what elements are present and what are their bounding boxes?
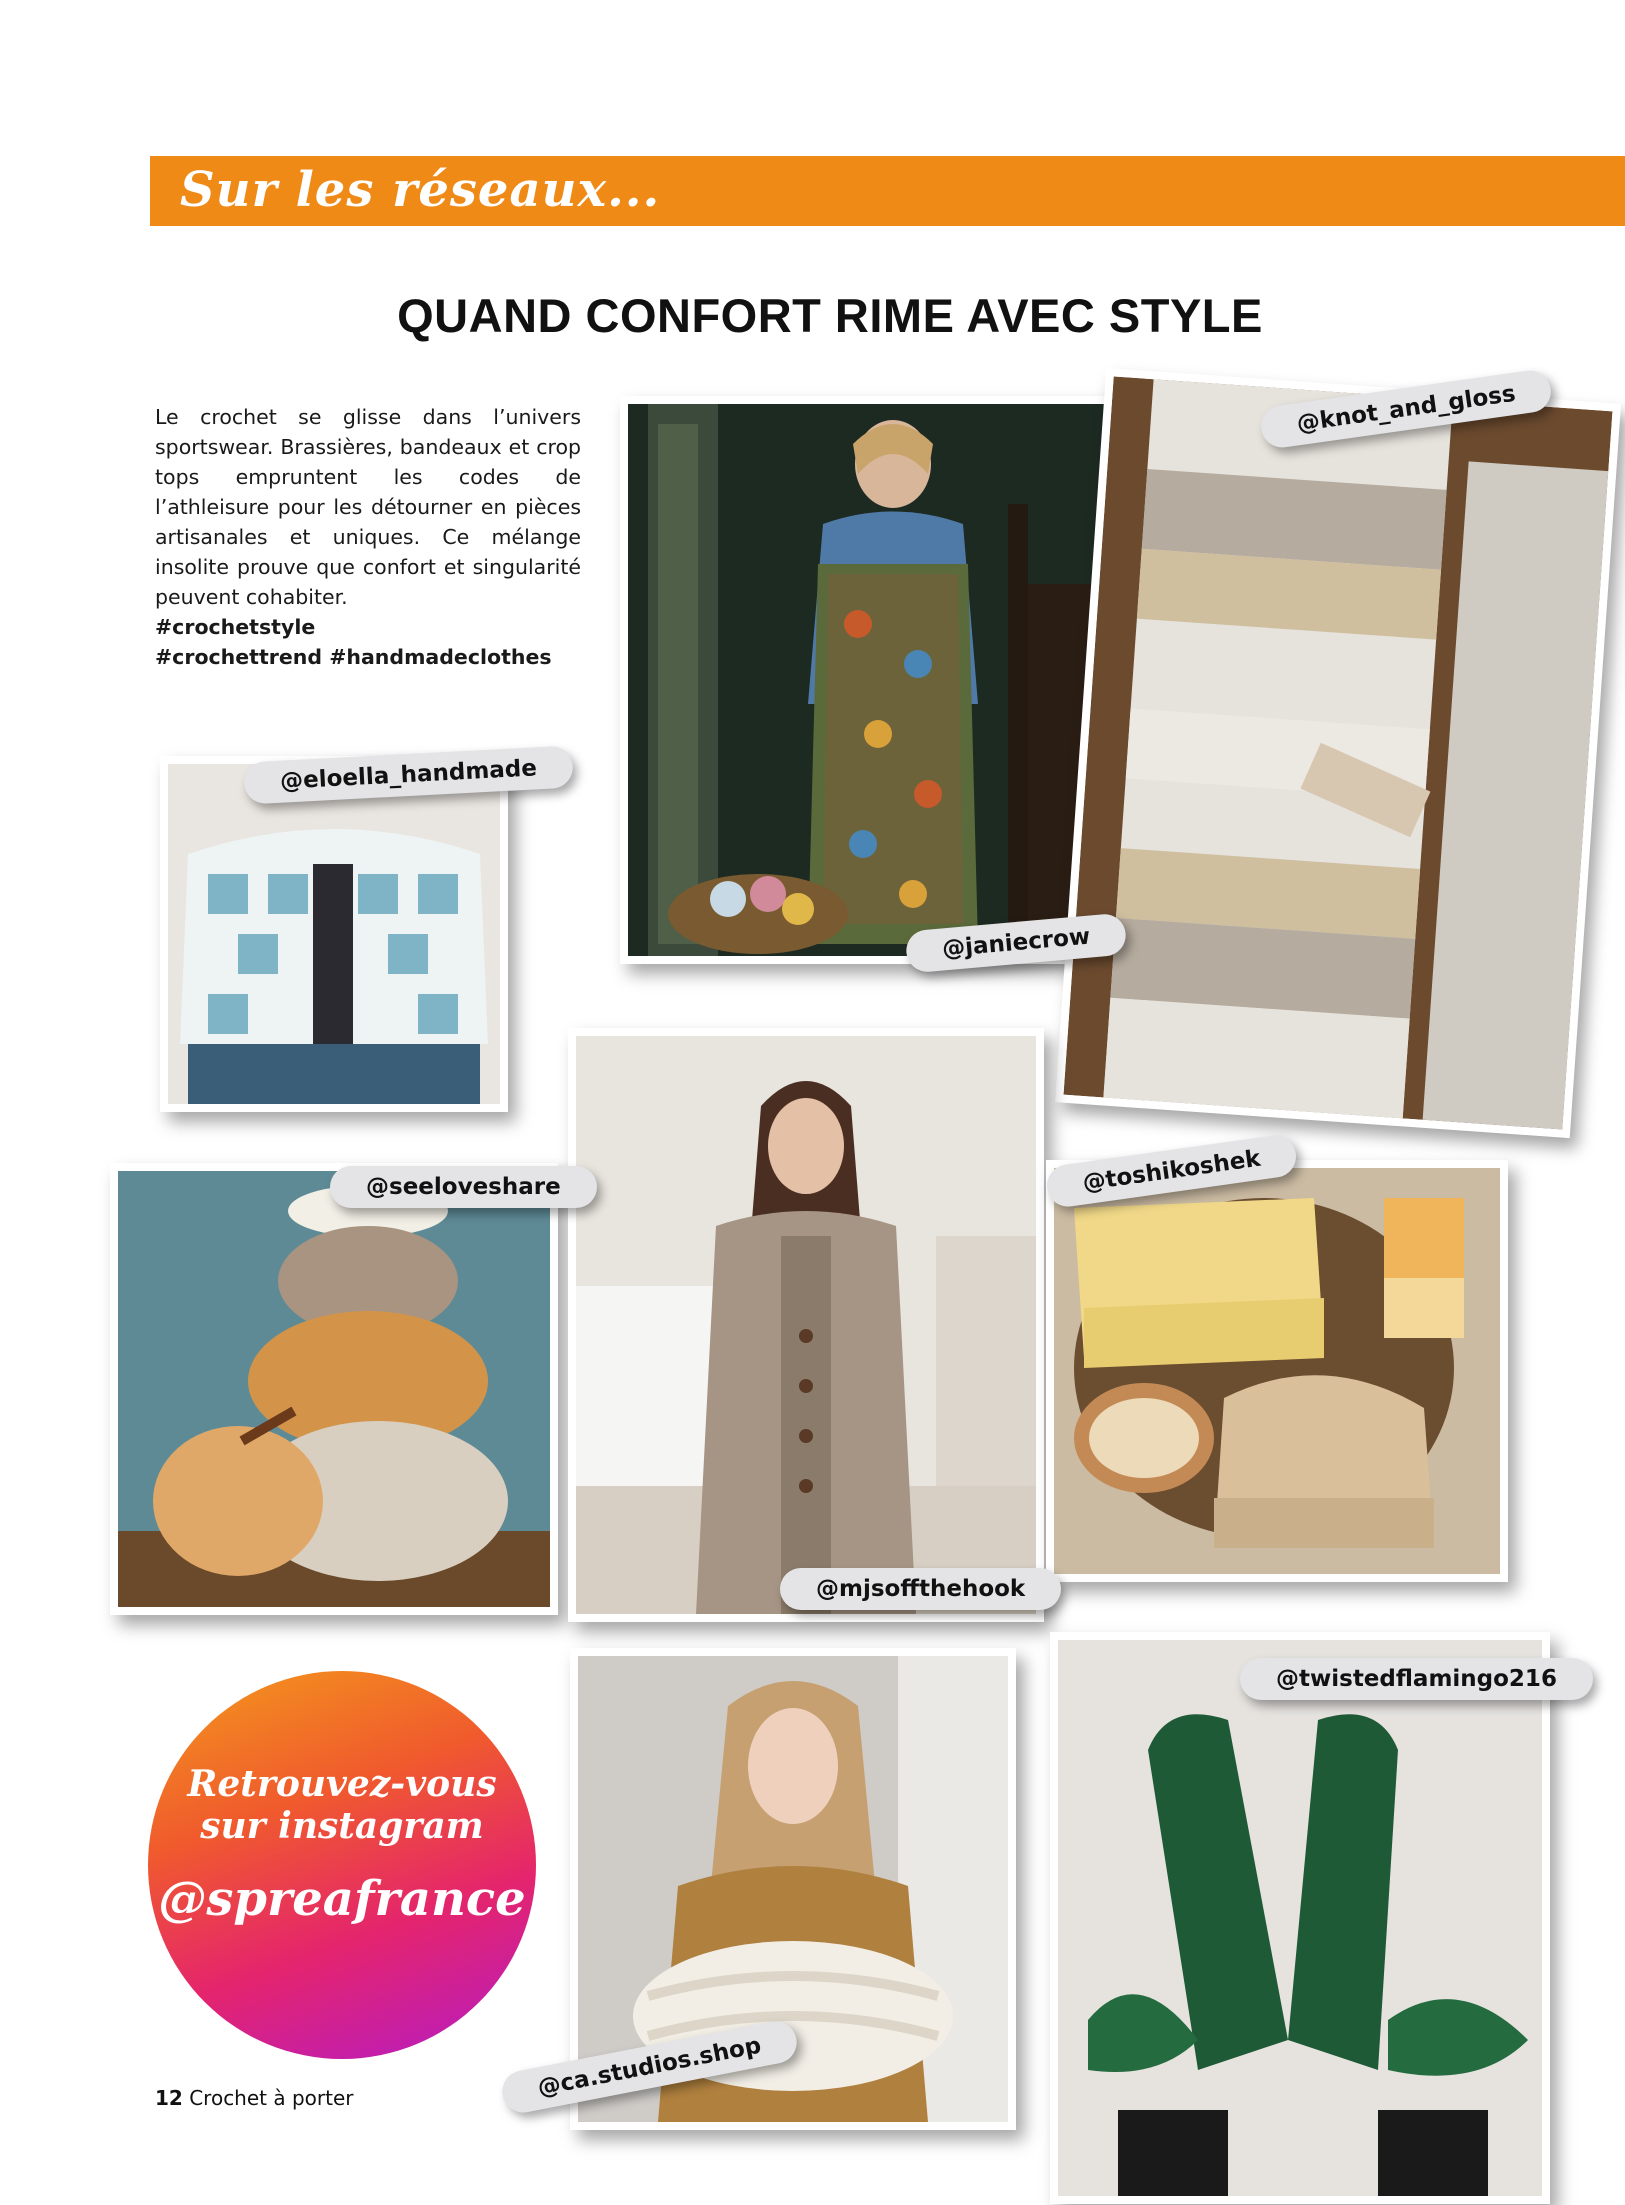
promo-line-2: sur instagram <box>200 1805 484 1847</box>
promo-line-1: Retrouvez-vous <box>187 1763 497 1805</box>
handle-toshikoshek: @toshikoshek <box>1044 1133 1299 1210</box>
intro-text-block <box>155 402 581 672</box>
banner-title: Sur les réseaux... <box>180 162 661 218</box>
photo-mjsoffthehook <box>568 1028 1044 1622</box>
photo-twistedflamingo216 <box>1050 1632 1550 2204</box>
photo-eloella-handmade <box>160 756 508 1112</box>
photo-seeloveshare <box>110 1163 558 1615</box>
hashtag-line-1: #crochetstyle <box>155 615 316 639</box>
page-number: 12 <box>155 2086 183 2110</box>
instagram-promo-circle <box>148 1671 536 2059</box>
handle-eloella-handmade: @eloella_handmade <box>243 745 574 804</box>
handle-ca-studios-shop: @ca.studios.shop <box>499 2018 800 2116</box>
magazine-name: Crochet à porter <box>189 2086 354 2110</box>
handle-seeloveshare: @seeloveshare <box>330 1166 597 1208</box>
page-footer <box>155 2086 354 2110</box>
photo-knot-and-gloss <box>1055 368 1621 1138</box>
handle-janiecrow: @janiecrow <box>905 912 1128 973</box>
intro-body: Le crochet se glisse dans l’univers sportswear. Brassières, bandeaux et crop tops empruntent les codes de l’athleisure pour les détourner en pièces artisanales et uniques. Ce mélange insolite prouve que confort et singularité peuvent cohabiter. <box>155 405 581 609</box>
handle-knot-and-gloss: @knot_and_gloss <box>1259 368 1554 450</box>
promo-handle: @spreafrance <box>158 1871 526 1927</box>
photo-toshikoshek <box>1046 1160 1508 1582</box>
handle-twistedflamingo216: @twistedflamingo216 <box>1240 1658 1593 1700</box>
photo-janiecrow <box>620 396 1146 964</box>
page-headline: QUAND CONFORT RIME AVEC STYLE <box>397 289 1263 342</box>
section-banner <box>150 156 1625 226</box>
handle-mjsoffthehook: @mjsoffthehook <box>780 1568 1061 1610</box>
hashtag-line-2: #crochettrend #handmadeclothes <box>155 645 552 669</box>
